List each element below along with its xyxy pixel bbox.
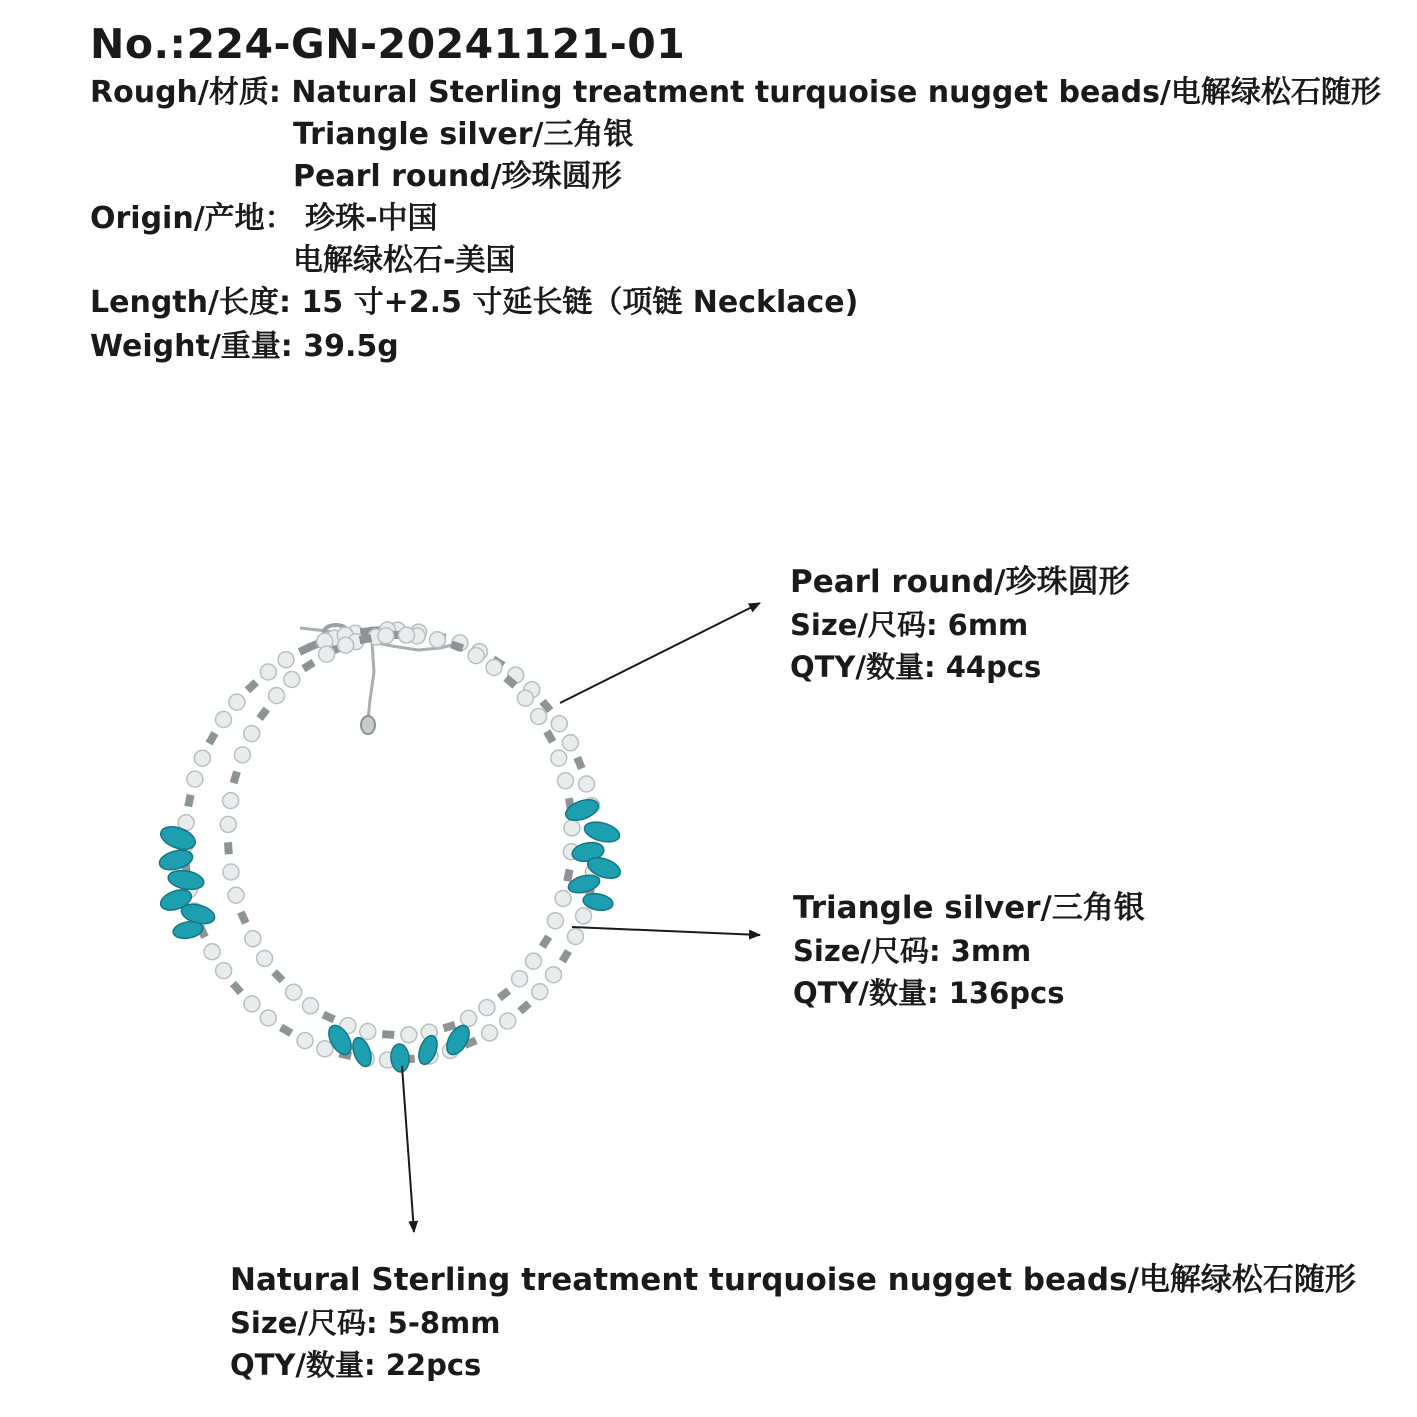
- outer-silver-bead: [245, 679, 259, 693]
- inner-pearl-bead: [338, 637, 354, 653]
- turquoise-nugget: [415, 1033, 440, 1067]
- outer-pearl-bead: [579, 776, 595, 792]
- rough-item-2: Triangle silver/三角银: [293, 117, 634, 152]
- turquoise-callout-name: Natural Sterling treatment turquoise nugget beads/电解绿松石随形: [230, 1262, 1356, 1298]
- inner-pearl-bead: [479, 1000, 495, 1016]
- inner-silver-bead: [301, 659, 315, 672]
- inner-pearl-bead: [245, 931, 261, 947]
- inner-silver-bead: [563, 869, 573, 882]
- inner-pearl-bead: [468, 648, 484, 664]
- inner-pearl-bead: [401, 1027, 417, 1043]
- inner-pearl-bead: [486, 660, 502, 676]
- weight-label: Weight/重量:: [90, 329, 293, 364]
- inner-pearl-bead: [429, 632, 445, 648]
- inner-pearl-bead: [244, 726, 260, 742]
- inner-pearl-bead: [517, 690, 533, 706]
- inner-pearl-bead: [257, 950, 273, 966]
- outer-silver-bead: [184, 794, 194, 807]
- outer-silver-bead: [574, 756, 586, 770]
- silver-callout-name: Triangle silver/三角银: [793, 890, 1145, 926]
- outer-strand: [177, 622, 603, 1068]
- inner-pearl-bead: [303, 998, 319, 1014]
- inner-pearl-bead: [223, 793, 239, 809]
- turquoise-nugget: [167, 868, 206, 892]
- pearl-callout-size: Size/尺码: 6mm: [790, 608, 1029, 642]
- pearl-callout: [790, 560, 1130, 688]
- turquoise-nugget: [390, 1043, 410, 1072]
- inner-pearl-bead: [512, 971, 528, 987]
- inner-pearl-bead: [223, 864, 239, 880]
- outer-pearl-bead: [317, 1041, 333, 1057]
- outer-pearl-bead: [482, 1025, 498, 1041]
- rough-item-3: Pearl round/珍珠圆形: [293, 159, 622, 194]
- inner-pearl-bead: [555, 891, 571, 907]
- inner-pearl-bead: [220, 816, 236, 832]
- inner-pearl-bead: [284, 672, 300, 688]
- outer-silver-bead: [206, 731, 219, 745]
- inner-silver-bead: [322, 1011, 336, 1023]
- silver-callout-size: Size/尺码: 3mm: [793, 934, 1032, 968]
- outer-pearl-bead: [260, 1010, 276, 1026]
- outer-pearl-bead: [216, 963, 232, 979]
- inner-pearl-bead: [399, 627, 415, 643]
- turquoise-callout-qty: QTY/数量: 22pcs: [230, 1348, 482, 1382]
- inner-silver-bead: [382, 1030, 395, 1039]
- outer-pearl-bead: [278, 652, 294, 668]
- rough-label: Rough/材质:: [90, 75, 281, 110]
- outer-pearl-bead: [244, 996, 260, 1012]
- outer-pearl-bead: [562, 735, 578, 751]
- inner-silver-bead: [230, 771, 241, 785]
- origin-item-2: 电解绿松石-美国: [293, 243, 516, 278]
- inner-pearl-bead: [234, 747, 250, 763]
- outer-pearl-bead: [187, 771, 203, 787]
- outer-pearl-bead: [576, 908, 592, 924]
- outer-pearl-bead: [229, 694, 245, 710]
- inner-silver-bead: [539, 934, 552, 948]
- outer-pearl-bead: [532, 984, 548, 1000]
- outer-pearl-bead: [216, 712, 232, 728]
- outer-pearl-bead: [551, 716, 567, 732]
- silver-callout-qty: QTY/数量: 136pcs: [793, 976, 1065, 1010]
- inner-pearl-bead: [286, 984, 302, 1000]
- outer-pearl-bead: [204, 944, 220, 960]
- weight-value: 39.5g: [303, 329, 399, 364]
- inner-silver-bead: [256, 707, 270, 721]
- silver-callout: [793, 886, 1145, 1014]
- outer-silver-bead: [279, 1024, 293, 1037]
- outer-silver-bead: [559, 949, 572, 963]
- outer-silver-bead: [230, 981, 244, 995]
- inner-pearl-bead: [551, 750, 567, 766]
- inner-pearl-bead: [547, 913, 563, 929]
- outer-pearl-bead: [260, 664, 276, 680]
- inner-pearl-bead: [269, 688, 285, 704]
- inner-silver-bead: [497, 987, 511, 1001]
- turquoise-callout-size: Size/尺码: 5-8mm: [230, 1306, 501, 1340]
- turquoise-arrow: [402, 1066, 414, 1232]
- pearl-arrow: [560, 603, 760, 703]
- rough-item-1: Natural Sterling treatment turquoise nugget beads/电解绿松石随形: [291, 75, 1381, 110]
- length-label: Length/长度:: [90, 285, 291, 320]
- length-value: 15 寸+2.5 寸延长链（项链 Necklace): [301, 285, 859, 320]
- inner-pearl-bead: [360, 1024, 376, 1040]
- inner-pearl-bead: [531, 709, 547, 725]
- pearl-callout-name: Pearl round/珍珠圆形: [790, 564, 1130, 600]
- product-number: No.:224-GN-20241121-01: [90, 20, 686, 68]
- origin-label: Origin/产地：: [90, 201, 295, 236]
- inner-pearl-bead: [319, 646, 335, 662]
- outer-pearl-bead: [568, 929, 584, 945]
- pearl-callout-qty: QTY/数量: 44pcs: [790, 650, 1042, 684]
- inner-silver-bead: [543, 729, 556, 743]
- outer-pearl-bead: [297, 1033, 313, 1049]
- inner-pearl-bead: [558, 773, 574, 789]
- outer-pearl-bead: [546, 967, 562, 983]
- outer-pearl-bead: [194, 750, 210, 766]
- origin-item-1: 珍珠-中国: [305, 201, 438, 236]
- inner-pearl-bead: [526, 953, 542, 969]
- inner-pearl-bead: [228, 887, 244, 903]
- inner-pearl-bead: [461, 1010, 477, 1026]
- inner-pearl-bead: [564, 820, 580, 836]
- outer-pearl-bead: [500, 1013, 516, 1029]
- outer-silver-bead: [517, 1000, 531, 1014]
- turquoise-callout: [230, 1258, 1356, 1386]
- silver-arrow: [572, 927, 760, 935]
- inner-silver-bead: [237, 910, 249, 924]
- inner-pearl-bead: [378, 628, 394, 644]
- inner-silver-bead: [271, 969, 285, 983]
- turquoise-nugget: [582, 819, 621, 846]
- inner-silver-bead: [224, 842, 233, 855]
- turquoise-nugget: [172, 920, 204, 941]
